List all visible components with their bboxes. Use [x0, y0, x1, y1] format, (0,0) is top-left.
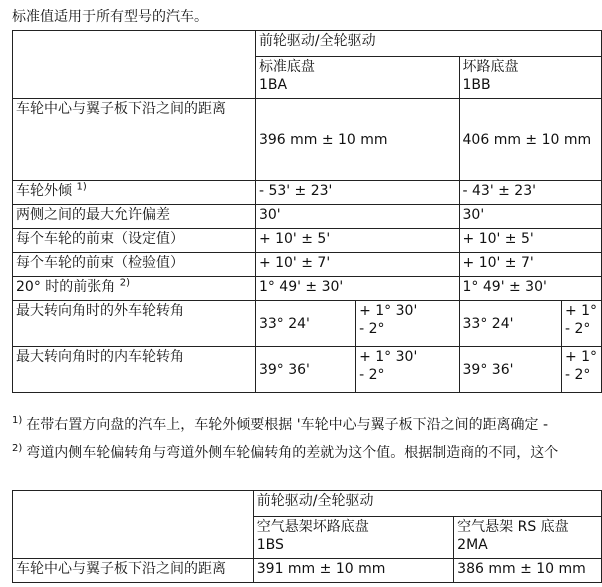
row-label: 每个车轮的前束（检验值） [13, 253, 256, 277]
col-header-standard [255, 57, 459, 99]
value-cell: 1° 49' ± 30' [255, 277, 459, 301]
intro-text: 标准值适用于所有型号的汽车。 [12, 9, 208, 25]
col-name: 空气悬架 RS 底盘 [457, 519, 569, 535]
row-label: 车轮外倾 $^{1)}$ [13, 181, 256, 205]
col-header-rough-road [459, 57, 601, 99]
value-cell: 391 mm ± 10 mm [253, 559, 453, 583]
row-label: 每个车轮的前束（设定值） [13, 229, 256, 253]
tolerance-cell: + 1° - 2° [561, 347, 601, 393]
table-row [13, 229, 602, 253]
empty-header-cell [13, 31, 256, 99]
table-row [13, 559, 602, 583]
table-row [13, 277, 602, 301]
tolerance-cell: + 1° 30' - 2° [356, 347, 459, 393]
row-label: 两侧之间的最大允许偏差 [13, 205, 256, 229]
row-label: 最大转向角时的内车轮转角 [13, 347, 256, 393]
table-row [13, 181, 602, 205]
value-cell: 39° 36' [459, 347, 561, 393]
col-code: 2MA [457, 537, 488, 553]
value-cell: - 43' ± 23' [459, 181, 601, 205]
footnote-ref: 1) [76, 181, 87, 193]
footnote-1 [12, 414, 548, 434]
row-label: 车轮中心与翼子板下沿之间的距离 [13, 559, 254, 583]
value-cell: 30' [255, 205, 459, 229]
tolerance-cell: + 1° 30' - 2° [356, 301, 459, 347]
value-cell: + 10' ± 7' [459, 253, 601, 277]
col-name: 空气悬架坏路底盘 [256, 519, 369, 535]
footnote-ref: 2) [119, 277, 130, 289]
row-label: 20° 时的前张角 $^{2)}$ [13, 277, 256, 301]
footnote-text: 在带右置方向盘的汽车上，车轮外倾要根据 '车轮中心与翼子板下沿之间的距离确定 - [26, 417, 549, 433]
value-cell: + 10' ± 7' [255, 253, 459, 277]
row-label: 车轮中心与翼子板下沿之间的距离 [13, 99, 256, 181]
value-cell: - 53' ± 23' [255, 181, 459, 205]
value-cell: 39° 36' [255, 347, 355, 393]
row-label: 最大转向角时的外车轮转角 [13, 301, 256, 347]
col-name: 坏路底盘 [462, 59, 519, 75]
value-cell: 386 mm ± 10 mm [454, 559, 602, 583]
footnote-2 [12, 442, 558, 462]
empty-header-cell [13, 491, 254, 559]
group-header: 前轮驱动/全轮驱动 [253, 491, 601, 517]
col-code: 1BA [258, 77, 288, 93]
value-cell: + 10' ± 5' [459, 229, 601, 253]
value-cell: 396 mm ± 10 mm [255, 99, 459, 181]
table-row [13, 347, 602, 393]
col-header-air-rs [454, 517, 602, 559]
footnote-mark: 2) [12, 443, 23, 455]
spec-table-2 [12, 490, 602, 583]
col-code: 1BB [462, 77, 491, 93]
value-cell: 33° 24' [255, 301, 355, 347]
table-row [13, 253, 602, 277]
group-header: 前轮驱动/全轮驱动 [255, 31, 601, 57]
tolerance-cell: + 1° - 2° [561, 301, 601, 347]
table-row [13, 301, 602, 347]
value-cell: 1° 49' ± 30' [459, 277, 601, 301]
value-cell: 30' [459, 205, 601, 229]
value-cell: + 10' ± 5' [255, 229, 459, 253]
col-header-air-rough [253, 517, 453, 559]
table-row [13, 99, 602, 181]
footnote-mark: 1) [12, 415, 23, 427]
table-row [13, 205, 602, 229]
value-cell: 33° 24' [459, 301, 561, 347]
value-cell: 406 mm ± 10 mm [459, 99, 601, 181]
spec-table-1 [12, 30, 602, 393]
col-name: 标准底盘 [258, 59, 315, 75]
col-code: 1BS [256, 537, 284, 553]
footnote-text: 弯道内侧车轮偏转角与弯道外侧车轮偏转角的差就为这个值。根据制造商的不同，这个 [26, 445, 559, 461]
